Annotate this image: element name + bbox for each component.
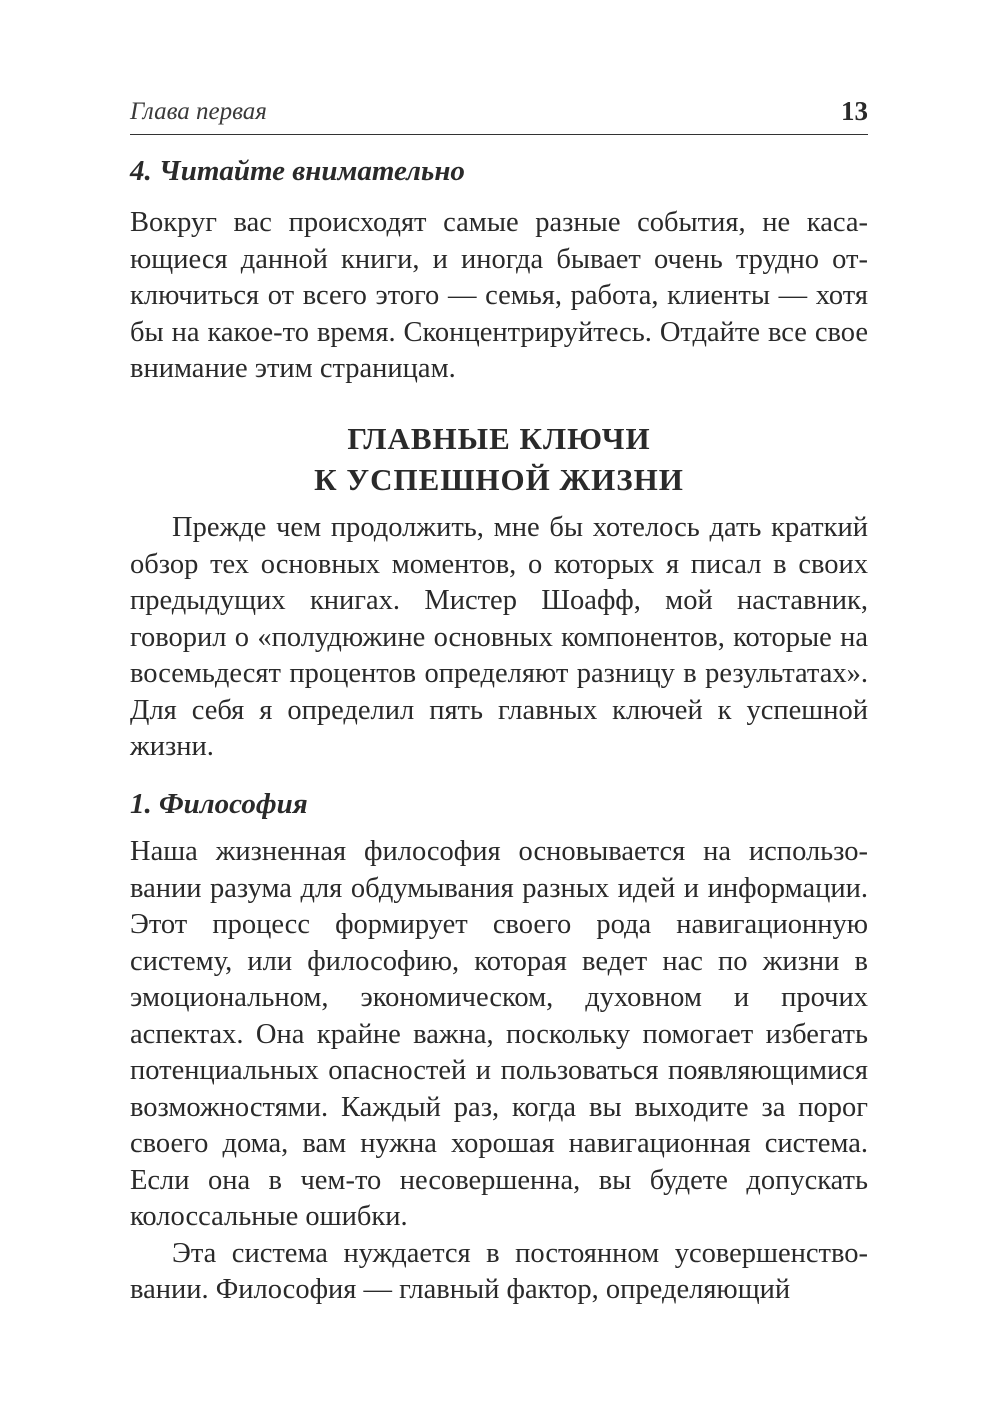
page-number: 13 <box>841 96 868 126</box>
body-paragraph: Наша жизненная философия основывается на использовании разума для обдумывания разных идей и информации. Этот процесс формирует своего рода навигационную систему, или философию, которая ведет нас по жизни в эмоциональном, экономическом, духовном и прочих аспектах. Она крайне важна, поскольку помогает избегать потенциальных опасностей и пользоваться появляющимися возможностями. Каждый раз, когда вы выходите за порог своего дома, вам нужна хорошая навигационная система. Если она в чем-то несовершенна, вы будете допускать колоссальные ошибки. <box>130 836 868 1232</box>
section-heading: 4. Читайте внимательно <box>130 155 465 187</box>
chapter-heading-line: ГЛАВНЫЕ КЛЮЧИ <box>347 421 651 456</box>
section-read-carefully <box>130 153 868 388</box>
chapter-intro <box>130 510 868 766</box>
section-philosophy <box>130 786 868 1309</box>
running-title: Глава первая <box>130 98 267 125</box>
section-paragraph: Вокруг вас происходят самые разные события, не касающиеся данной книги, и иногда бывает очень трудно отключиться от всего этого — семья, работа, клиенты — хотя бы на какое-то время. Сконцентрируйтесь. Отдайте все свое внимание этим страницам. <box>130 207 868 384</box>
section-heading: 1. Философия <box>130 788 308 820</box>
chapter-heading-line: К УСПЕШНОЙ ЖИЗНИ <box>314 462 684 497</box>
body-paragraph: Эта система нуждается в постоянном усовершенствовании. Философия — главный фактор, определяющий <box>130 1237 868 1305</box>
chapter-heading <box>130 418 868 500</box>
intro-paragraph: Прежде чем продолжить, мне бы хотелось дать краткий обзор тех основных моментов, о которых я писал в своих предыдущих книгах. Мистер Шоафф, мой наставник, говорил о «полудюжине основных компонентов, которые на восемьдесят процентов определяют разницу в результатах». Для себя я определил пять главных ключей к успешной жизни. <box>130 512 868 762</box>
running-header <box>130 98 868 135</box>
